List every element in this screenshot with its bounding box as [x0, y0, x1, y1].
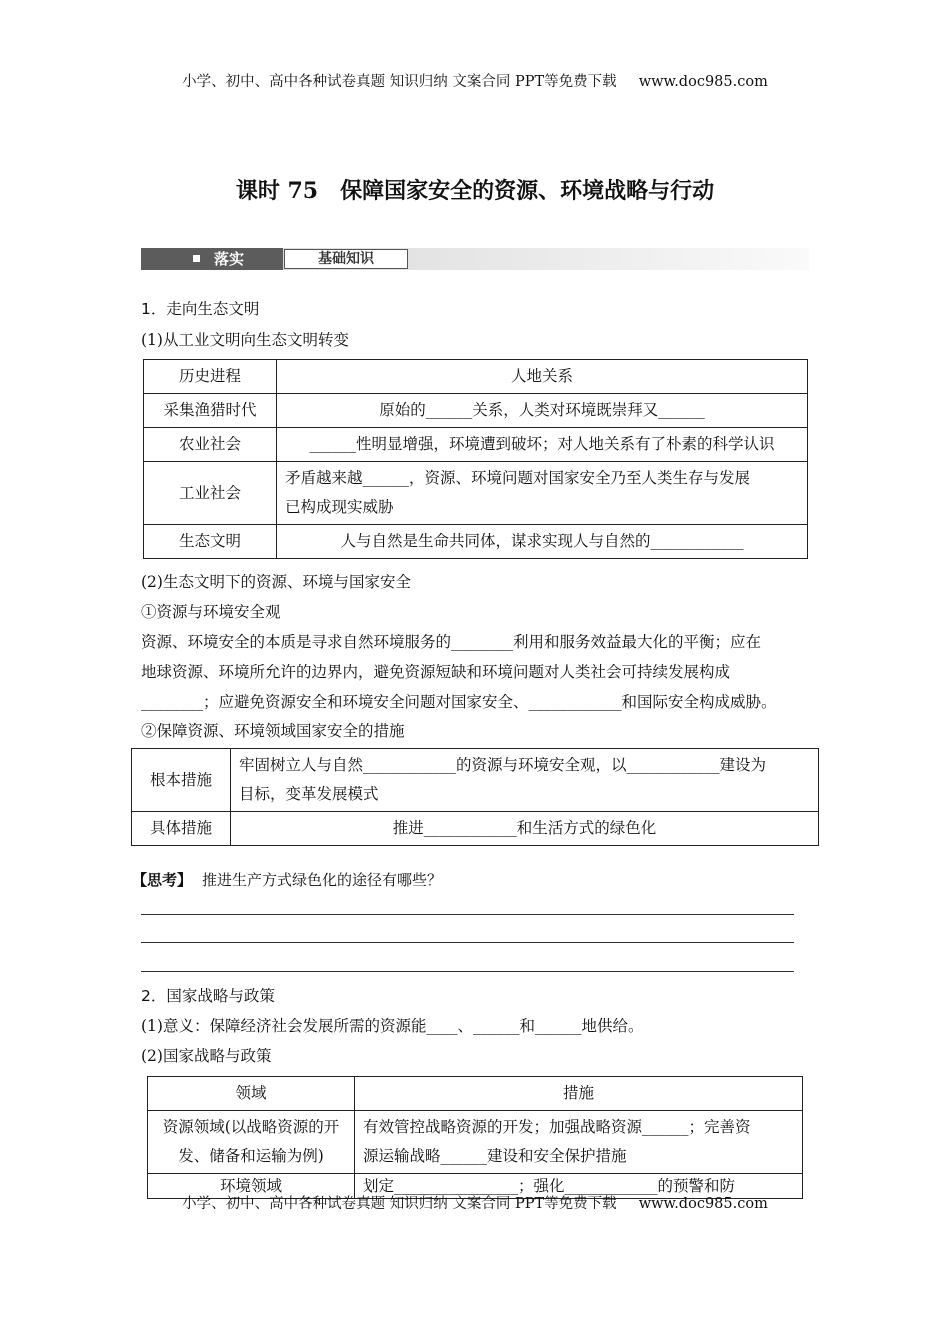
header-url[interactable]: www.doc985.com — [638, 74, 768, 90]
table-cell: 推进____________和生活方式的绿色化 — [231, 812, 819, 846]
table-measures — [131, 748, 819, 846]
table-cell: 采集渔猎时代 — [144, 394, 277, 428]
table-cell: 人与自然是生命共同体，谋求实现人与自然的____________ — [277, 525, 808, 559]
banner-right: 基础知识 — [284, 249, 408, 269]
section1-item1: ①资源与环境安全观 — [141, 603, 281, 621]
table-cell: 划定________________；强化____________的预警和防 — [355, 1174, 803, 1199]
table-row — [144, 428, 808, 462]
table-row — [144, 525, 808, 559]
table-header: 领域 — [148, 1077, 355, 1111]
table-row — [132, 749, 819, 812]
table-cell: 原始的______关系，人类对环境既崇拜又______ — [277, 394, 808, 428]
table-cell: 工业社会 — [144, 462, 277, 525]
table-cell: 根本措施 — [132, 749, 231, 812]
table-row — [144, 462, 808, 525]
think-prompt — [132, 870, 442, 890]
paragraph-line: ________；应避免资源安全和环境安全问题对国家安全、____________和国际安全构成威胁。 — [141, 693, 777, 711]
table-header: 人地关系 — [277, 360, 808, 394]
footer-url[interactable]: www.doc985.com — [638, 1196, 768, 1212]
paragraph-line: 地球资源、环境所允许的边界内，避免资源短缺和环境问题对人类社会可持续发展构成 — [141, 663, 731, 681]
section1-sub2: (2)生态文明下的资源、环境与国家安全 — [141, 573, 411, 591]
section1-sub1: (1)从工业文明向生态文明转变 — [141, 331, 349, 349]
title-topic: 保障国家安全的资源、环境战略与行动 — [340, 178, 715, 204]
section-banner — [141, 248, 809, 270]
footer-text: 小学、初中、高中各种试卷真题 知识归纳 文案合同 PPT等免费下载 — [182, 1196, 617, 1212]
paragraph-line: 资源、环境安全的本质是寻求自然环境服务的________利用和服务效益最大化的平衡；应在 — [141, 633, 762, 651]
answer-line[interactable] — [141, 914, 794, 915]
section2-heading: 2．国家战略与政策 — [141, 987, 275, 1005]
answer-line[interactable] — [141, 942, 794, 943]
banner-left: 落实 — [141, 248, 283, 270]
table-cell: 有效管控战略资源的开发；加强战略资源______；完善资 源运输战略______建设和安全保护措施 — [355, 1111, 803, 1174]
page-header — [0, 70, 950, 91]
table-cell: 生态文明 — [144, 525, 277, 559]
table-cell: 资源领域(以战略资源的开 发、储备和运输为例) — [148, 1111, 355, 1174]
section1-item2: ②保障资源、环境领域国家安全的措施 — [141, 722, 405, 740]
title-lesson: 课时 75 — [235, 178, 319, 204]
think-label: 【思考】 — [132, 871, 193, 889]
table-row — [144, 360, 808, 394]
section2-sub2: (2)国家战略与政策 — [141, 1047, 272, 1065]
table-row — [148, 1111, 803, 1174]
table-history — [143, 359, 808, 559]
table-cell: 农业社会 — [144, 428, 277, 462]
table-cell: 矛盾越来越______，资源、环境问题对国家安全乃至人类生存与发展 已构成现实威胁 — [277, 462, 808, 525]
section2-sub1: (1)意义：保障经济社会发展所需的资源能____、______和______地供给。 — [141, 1017, 644, 1035]
header-text: 小学、初中、高中各种试卷真题 知识归纳 文案合同 PPT等免费下载 — [182, 74, 617, 90]
table-cell: 牢固树立人与自然____________的资源与环境安全观，以____________建设为 目标，变革发展模式 — [231, 749, 819, 812]
answer-line[interactable] — [141, 971, 794, 972]
square-bullet-icon — [193, 255, 200, 262]
table-row — [148, 1077, 803, 1111]
table-row — [144, 394, 808, 428]
table-header: 历史进程 — [144, 360, 277, 394]
table-cell: ______性明显增强，环境遭到破坏；对人地关系有了朴素的科学认识 — [277, 428, 808, 462]
page-title — [0, 174, 950, 205]
think-question: 推进生产方式绿色化的途径有哪些？ — [202, 871, 443, 889]
table-header: 措施 — [355, 1077, 803, 1111]
table-cell: 环境领域 — [148, 1174, 355, 1199]
table-cell: 具体措施 — [132, 812, 231, 846]
section1-heading: 1．走向生态文明 — [141, 300, 260, 318]
table-policy — [147, 1076, 803, 1199]
table-row — [132, 812, 819, 846]
page-footer — [0, 1192, 950, 1213]
